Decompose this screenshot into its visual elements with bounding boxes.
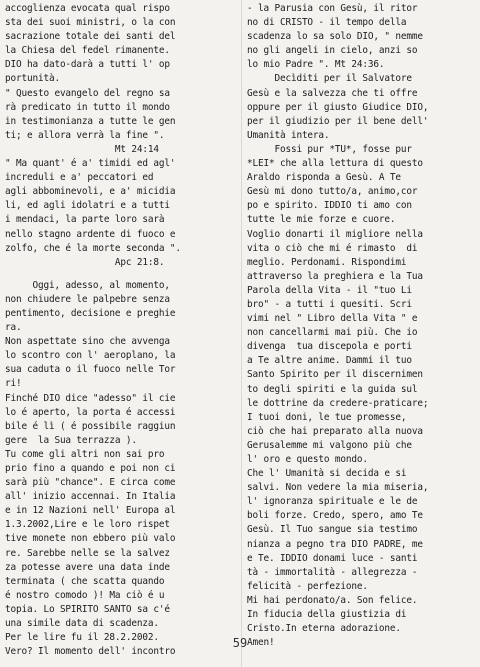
text-line: Vero? Il momento dell' incontro bbox=[5, 646, 176, 658]
text-line: Umanità intera. bbox=[247, 129, 330, 141]
text-line: oppure per il giusto Giudice DIO, bbox=[247, 101, 429, 113]
left-text-column bbox=[5, 2, 237, 659]
text-line: bro" - a tutti i quesiti. Scri bbox=[247, 298, 412, 310]
text-line: Amen! bbox=[247, 637, 275, 649]
text-line: Gerusalemme mi valgono più che bbox=[247, 439, 412, 451]
text-line: Fossi pur *TU*, fosse pur bbox=[247, 143, 412, 155]
text-line: In fiducia della giustizia di bbox=[247, 609, 407, 621]
text-line: la Chiesa del fedel rimanente. bbox=[5, 45, 170, 57]
text-line: Finché DIO dice "adesso" il cie bbox=[5, 392, 176, 404]
text-line: boli forze. Credo, spero, amo Te bbox=[247, 510, 423, 522]
text-line: le dottrine da credere-praticare; bbox=[247, 397, 429, 409]
text-line: Araldo risponda a Gesù. A Te bbox=[247, 172, 401, 184]
text-line: - la Parusia con Gesù, il ritor bbox=[247, 3, 418, 14]
text-line: terminata ( che scatta quando bbox=[5, 575, 165, 587]
text-line: to degli spiriti e la guida sul bbox=[247, 383, 418, 395]
text-line: agli abbominevoli, e a' micidia bbox=[5, 186, 176, 198]
right-text-column bbox=[247, 2, 475, 650]
text-line: divenga tua discepola e porti bbox=[247, 341, 412, 353]
text-line: za potesse avere una data inde bbox=[5, 561, 170, 573]
text-line: non cancellarmi mai più. Che io bbox=[247, 327, 418, 339]
text-line: Tu come gli altri non sai pro bbox=[5, 448, 165, 460]
text-line: portunità. bbox=[5, 73, 60, 85]
text-line: felicità - perfezione. bbox=[247, 580, 368, 592]
text-line: ra. bbox=[5, 322, 22, 334]
text-line: ciò che hai preparato alla nuova bbox=[247, 425, 423, 437]
text-line: ri! bbox=[5, 378, 22, 390]
text-line: *LEI* che alla lettura di questo bbox=[247, 158, 423, 170]
text-line: Per le lire fu il 28.2.2002. bbox=[5, 632, 159, 644]
text-line: i mendaci, la parte loro sarà bbox=[5, 214, 165, 226]
text-line: re. Sarebbe nelle se la salvez bbox=[5, 547, 170, 559]
text-line: Gesù. Il Tuo sangue sia testimo bbox=[247, 524, 418, 536]
text-line: é nostro comodo )! Ma ciò é u bbox=[5, 589, 165, 601]
text-line: Gesù e la salvezza che ti offre bbox=[247, 87, 418, 99]
text-line: vimi nel " Libro della Vita " e bbox=[247, 313, 418, 325]
text-line: li, ed agli idolatri e a tutti bbox=[5, 200, 170, 212]
text-line: Gesù mi dono tutto/a, animo,cor bbox=[247, 186, 418, 198]
text-line bbox=[5, 270, 237, 279]
text-line: accoglienza evocata qual rispo bbox=[5, 3, 170, 14]
text-line: lo scontro con l' aeroplano, la bbox=[5, 350, 176, 362]
text-line: una simile data di scadenza. bbox=[5, 618, 159, 630]
text-line: prio fino a quando e poi non ci bbox=[5, 463, 176, 474]
text-line: tutte le mie forze e cuore. bbox=[247, 214, 396, 226]
text-line: non chiudere le palpebre senza bbox=[5, 293, 170, 305]
text-line: Che l' Umanità si decida e si bbox=[247, 468, 407, 480]
text-line: bile é lì ( é possibile raggiun bbox=[5, 420, 176, 432]
text-line: increduli e a' peccatori ed bbox=[5, 172, 154, 184]
text-line: Non aspettate sino che avvenga bbox=[5, 336, 170, 348]
text-line: in testimonianza a tutte le gen bbox=[5, 115, 176, 127]
text-line: po e spirito. IDDIO ti amo con bbox=[247, 200, 412, 212]
text-line: nianza a pegno tra DIO PADRE, me bbox=[247, 538, 423, 550]
page-number: 59 bbox=[232, 636, 248, 650]
text-line: gere la Sua terrazza ). bbox=[5, 434, 137, 446]
text-line: per il giudizio per il bene dell' bbox=[247, 115, 429, 127]
text-line: Voglio donarti il migliore nella bbox=[247, 228, 423, 240]
text-line: sacrazione totale dei santi del bbox=[5, 31, 176, 43]
text-line: all' inizio accennai. In Italia bbox=[5, 491, 176, 503]
text-line: nello stagno ardente di fuoco e bbox=[5, 228, 176, 240]
text-line: Mt 24:14 bbox=[5, 143, 159, 155]
text-line: l' oro e questo mondo. bbox=[247, 454, 368, 465]
text-line: Decìditi per il Salvatore bbox=[247, 73, 412, 85]
text-line: salvi. Non vedere la mia miseria, bbox=[247, 482, 429, 494]
text-line: vita o ciò che mi é rimasto di bbox=[247, 242, 418, 254]
text-line: " Ma quant' é a' timidi ed agl' bbox=[5, 158, 176, 170]
text-line: attraverso la preghiera e la Tua bbox=[247, 270, 423, 282]
text-line: tà - immortalità - allegrezza - bbox=[247, 566, 418, 578]
text-line: no di CRISTO - il tempo della bbox=[247, 17, 407, 29]
text-line: lo é aperto, la porta é accessi bbox=[5, 406, 176, 418]
text-line: tive monete non ebbero più valo bbox=[5, 533, 176, 545]
text-line: rà predicato in tutto il mondo bbox=[5, 101, 170, 113]
text-line: Cristo.In eterna adorazione. bbox=[247, 623, 401, 635]
text-line: sua caduta o il fuoco nelle Tor bbox=[5, 364, 176, 376]
text-line: DIO ha dato-darà a tutti l' op bbox=[5, 59, 170, 71]
text-line: lo mio Padre ". Mt 24:36. bbox=[247, 59, 385, 71]
text-line: ti; e allora verrà la fine ". bbox=[5, 129, 165, 141]
text-line: Apc 21:8. bbox=[5, 256, 165, 268]
text-line: topia. Lo SPIRITO SANTO sa c'é bbox=[5, 603, 170, 615]
text-line: Parola della Vita - il "tuo Li bbox=[247, 284, 412, 296]
text-line: e Te. IDDIO donami luce - santi bbox=[247, 552, 418, 564]
text-line: sarà più "chance". E circa come bbox=[5, 477, 176, 489]
text-line: no gli angeli in cielo, anzi so bbox=[247, 45, 418, 57]
text-line: pentimento, decisione e preghie bbox=[5, 307, 176, 319]
text-line: sta dei suoi ministri, o la con bbox=[5, 17, 176, 29]
text-line: a Te altre anime. Dammi il tuo bbox=[247, 355, 412, 367]
text-line: zolfo, che é la morte seconda ". bbox=[5, 242, 181, 254]
text-line: I tuoi doni, le tue promesse, bbox=[247, 411, 407, 423]
text-line: scadenza lo sa solo DIO, " nemme bbox=[247, 31, 423, 43]
text-line: Oggi, adesso, al momento, bbox=[5, 279, 170, 291]
text-line: e in 12 Nazioni nell' Europa al bbox=[5, 505, 176, 517]
text-line: " Questo evangelo del regno sa bbox=[5, 87, 170, 99]
text-line: l' ignoranza spirituale e le de bbox=[247, 496, 418, 508]
text-line: meglio. Perdonami. Rispondimi bbox=[247, 256, 407, 268]
text-line: Santo Spirito per il discernimen bbox=[247, 369, 423, 381]
text-line: 1.3.2002,Lire e le loro rispet bbox=[5, 519, 170, 531]
text-line: Mi hai perdonato/a. Son felice. bbox=[247, 594, 418, 606]
column-divider bbox=[241, 0, 242, 667]
